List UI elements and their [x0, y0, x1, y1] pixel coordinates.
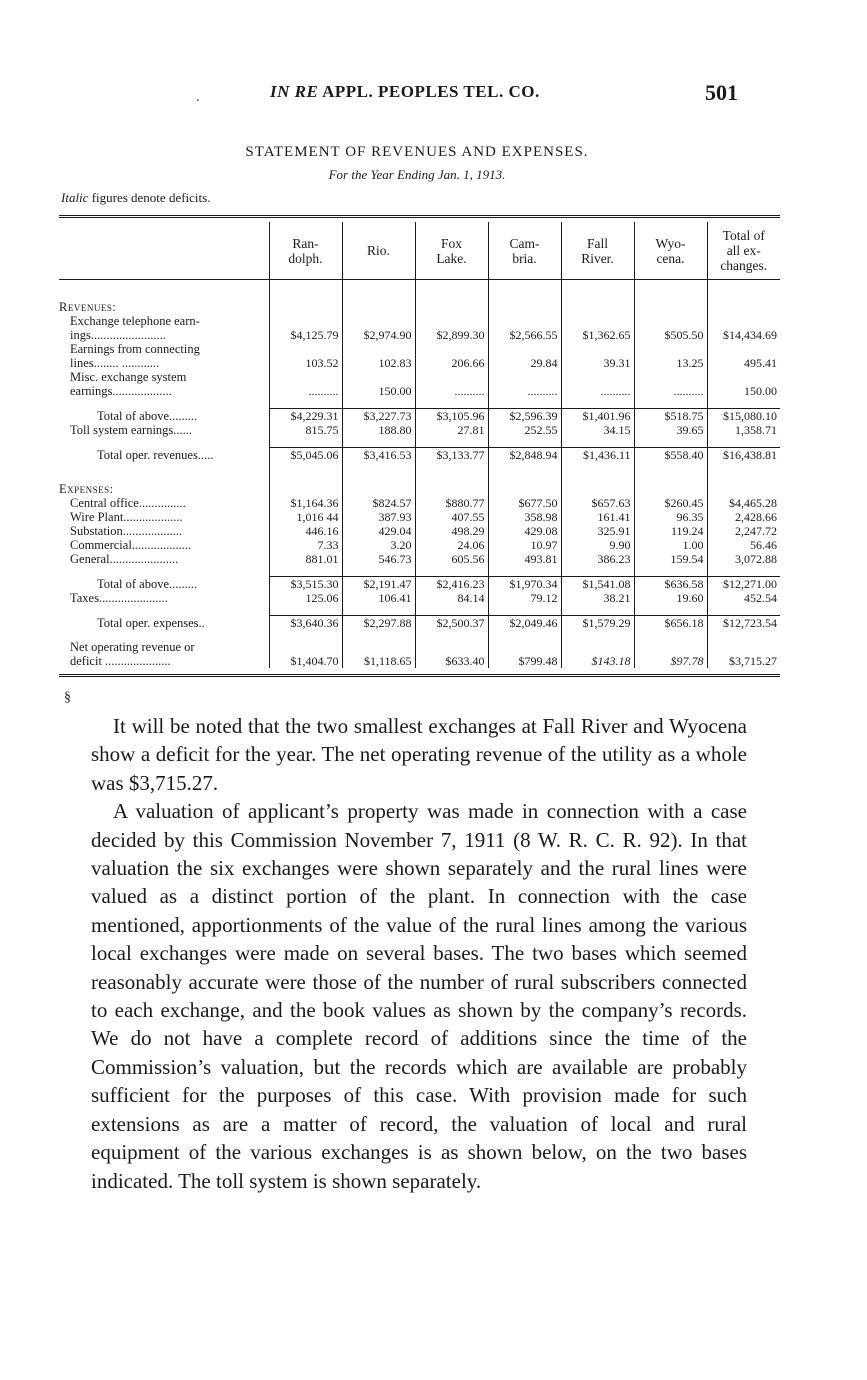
table-cell: $2,848.94 [488, 448, 561, 463]
table-cell: $2,500.37 [415, 616, 488, 631]
table-cell: $1,436.11 [561, 448, 634, 463]
table-cell: 34.15 [561, 423, 634, 437]
table-cell: 429.08 [488, 524, 561, 538]
total-oper-expenses-row [59, 616, 780, 631]
table-cell: 252.55 [488, 423, 561, 437]
table-cell: $2,974.90 [342, 328, 415, 342]
table-cell: 2,247.72 [707, 524, 780, 538]
table-cell: $1,541.08 [561, 577, 634, 592]
table-cell: $5,045.06 [269, 448, 342, 463]
table-cell: $880.77 [415, 496, 488, 510]
column-header-line: Lake. [436, 250, 467, 266]
table-cell: .......... [488, 384, 561, 398]
row-label: lines........ ............ [70, 356, 160, 370]
table-cell: 102.83 [342, 356, 415, 370]
column-header-line: Cam- [509, 235, 540, 251]
table-cell: 106.41 [342, 591, 415, 605]
table-cell: $1,164.36 [269, 496, 342, 510]
table-cell: 39.65 [634, 423, 707, 437]
table-cell: $1,118.65 [342, 654, 415, 668]
table-cell: 1,016 44 [269, 510, 342, 524]
row-label: Toll system earnings...... [70, 423, 193, 437]
table-cell: $12,723.54 [707, 616, 780, 631]
table-cell: 119.24 [634, 524, 707, 538]
table-cell: 56.46 [707, 538, 780, 552]
table-cell: 84.14 [415, 591, 488, 605]
revenue-row-label [59, 370, 780, 384]
table-cell: $4,125.79 [269, 328, 342, 342]
running-head-italic: IN RE [270, 82, 319, 101]
table-cell: $677.50 [488, 496, 561, 510]
page-number: 501 [705, 80, 738, 105]
stray-dot: . [196, 90, 200, 105]
column-header-line: dolph. [288, 250, 323, 266]
table-cell: 2,428.66 [707, 510, 780, 524]
row-label: Exchange telephone earn- [70, 314, 200, 328]
table-cell: $558.40 [634, 448, 707, 463]
paragraph-1: It will be noted that the two smallest exchanges at Fall River and Wyocena show a deficit for the year. The net operating revenue of the utility as a whole was $3,715.27. [91, 714, 747, 795]
table-cell: $799.48 [488, 654, 561, 668]
row-label: Total of above......... [97, 577, 198, 591]
column-header-line: cena. [656, 250, 685, 266]
table-cell: $2,297.88 [342, 616, 415, 631]
table-cell: 188.80 [342, 423, 415, 437]
revenue-row [59, 356, 780, 370]
italic-note-rest: figures denote deficits. [88, 190, 211, 205]
table-cell: 24.06 [415, 538, 488, 552]
column-header-line: Total of [722, 228, 765, 243]
row-label: Substation................... [70, 524, 183, 538]
spacer-row [59, 398, 780, 409]
table-cell: $657.63 [561, 496, 634, 510]
revenue-row [59, 384, 780, 398]
table-cell: $656.18 [634, 616, 707, 631]
row-label: Total oper. revenues..... [97, 448, 214, 462]
table-cell: $1,970.34 [488, 577, 561, 592]
italic-note-word: Italic [61, 190, 89, 205]
running-header [0, 82, 867, 112]
row-label: Wire Plant................... [70, 510, 183, 524]
revenues-heading [59, 300, 780, 314]
column-header-line: Ran- [292, 235, 319, 251]
expense-row [59, 538, 780, 552]
table-cell: $505.50 [634, 328, 707, 342]
table-top-rule [59, 215, 780, 222]
row-label: Expenses: [59, 482, 114, 496]
table-cell: .......... [634, 384, 707, 398]
spacer-row [59, 462, 780, 482]
revenue-expense-table [59, 215, 780, 681]
revenue-row-label [59, 314, 780, 328]
italic-note [61, 190, 210, 206]
table-cell: $2,566.55 [488, 328, 561, 342]
expense-row [59, 524, 780, 538]
row-label: Misc. exchange system [70, 370, 187, 384]
table-cell: $2,596.39 [488, 409, 561, 424]
row-label: Total of above......... [97, 409, 198, 423]
column-header-6 [707, 222, 780, 280]
table-cell: 159.54 [634, 552, 707, 566]
row-label: General...................... [70, 552, 179, 566]
table-cell: 7.33 [269, 538, 342, 552]
table-cell: 161.41 [561, 510, 634, 524]
table-cell: 429.04 [342, 524, 415, 538]
table-cell: 815.75 [269, 423, 342, 437]
table-cell: $1,362.65 [561, 328, 634, 342]
table-cell: 546.73 [342, 552, 415, 566]
column-header-line: all ex- [726, 243, 761, 258]
row-label: Total oper. expenses.. [97, 616, 205, 630]
table-subtitle: For the Year Ending Jan. 1, 1913. [328, 167, 506, 182]
table-cell: $824.57 [342, 496, 415, 510]
column-header-0 [269, 222, 342, 280]
table-cell: 493.81 [488, 552, 561, 566]
table-cell: $143.18 [561, 654, 634, 668]
toll-system-row [59, 423, 780, 437]
table-cell: $3,105.96 [415, 409, 488, 424]
column-header-line: Fall [586, 235, 608, 251]
table-cell: $3,416.53 [342, 448, 415, 463]
table-cell: $2,899.30 [415, 328, 488, 342]
table-cell: $3,133.77 [415, 448, 488, 463]
row-label: Earnings from connecting [70, 342, 200, 356]
table-cell: 39.31 [561, 356, 634, 370]
spacer-row [59, 630, 780, 640]
column-header-3 [488, 222, 561, 280]
table-cell: $3,227.73 [342, 409, 415, 424]
table-cell: 125.06 [269, 591, 342, 605]
table-cell: $636.58 [634, 577, 707, 592]
table-cell: 29.84 [488, 356, 561, 370]
column-header-line: changes. [720, 258, 768, 273]
table-cell: $12,271.00 [707, 577, 780, 592]
table-cell: 150.00 [342, 384, 415, 398]
running-head [270, 82, 540, 102]
table-cell: 9.90 [561, 538, 634, 552]
column-header-line: Wyo- [655, 235, 686, 251]
table-cell: $2,191.47 [342, 577, 415, 592]
table-cell: $1,579.29 [561, 616, 634, 631]
row-label: Net operating revenue or [70, 640, 195, 654]
table-cell: $633.40 [415, 654, 488, 668]
spacer-row [59, 280, 780, 301]
expense-row [59, 552, 780, 566]
spacer-row [59, 566, 780, 577]
net-revenue-label-row [59, 640, 780, 654]
table-cell: 605.56 [415, 552, 488, 566]
table-cell: .......... [269, 384, 342, 398]
total-oper-revenues-row [59, 448, 780, 463]
table-bottom-rule [59, 674, 780, 681]
table-cell: $4,229.31 [269, 409, 342, 424]
table-cell: 358.98 [488, 510, 561, 524]
row-label: Commercial................... [70, 538, 192, 552]
table-cell: 1,358.71 [707, 423, 780, 437]
row-label: deficit ..................... [70, 654, 171, 668]
label-column-header [59, 222, 269, 280]
row-label: Central office............... [70, 496, 186, 510]
table-cell: $3,515.30 [269, 577, 342, 592]
expense-row [59, 510, 780, 524]
table-cell: 13.25 [634, 356, 707, 370]
taxes-row [59, 591, 780, 605]
table-cell: 3,072.88 [707, 552, 780, 566]
table-cell: 27.81 [415, 423, 488, 437]
table-cell: 452.54 [707, 591, 780, 605]
column-header-5 [634, 222, 707, 280]
table-cell: $14,434.69 [707, 328, 780, 342]
table-cell: $1,401.96 [561, 409, 634, 424]
table-cell: $3,715.27 [707, 654, 780, 668]
total-above-expenses-row [59, 577, 780, 592]
body-text [91, 712, 747, 1195]
table-cell: $97.78 [634, 654, 707, 668]
column-header-2 [415, 222, 488, 280]
table-cell: 19.60 [634, 591, 707, 605]
total-above-revenue-row [59, 409, 780, 424]
expenses-heading [59, 482, 780, 496]
table-cell: 10.97 [488, 538, 561, 552]
table-cell: 495.41 [707, 356, 780, 370]
table-cell: 386.23 [561, 552, 634, 566]
table-title: STATEMENT OF REVENUES AND EXPENSES. [245, 144, 589, 160]
table-cell: 325.91 [561, 524, 634, 538]
table-cell: 1.00 [634, 538, 707, 552]
column-header-line: Rio. [367, 243, 390, 258]
table-cell: 150.00 [707, 384, 780, 398]
table-cell: $2,416.23 [415, 577, 488, 592]
table-cell: $1,404.70 [269, 654, 342, 668]
row-label: Taxes...................... [70, 591, 168, 605]
running-head-rest: APPL. PEOPLES TEL. CO. [318, 82, 540, 101]
table-cell: $2,049.46 [488, 616, 561, 631]
table-cell: $4,465.28 [707, 496, 780, 510]
table-cell: 446.16 [269, 524, 342, 538]
row-label: earnings................... [70, 384, 172, 398]
paragraph-2: A valuation of applicant’s property was made in connection with a case decided by this Commission November 7, 1911 (8 W. R. C. R. 92). In that valuation the six exchanges were shown separately and the rural lines were valued as a distinct portion of the plant. In connection with the case mentioned, apportionments of the value of the rural lines among the various local exchanges were made on several bases. The two bases which seemed reasonably accurate were those of the number of rural subscribers connected to each exchange, and the book values as shown by the company’s records. We do not have a complete record of additions since the time of the Commission’s valuation, but the records which are available are probably sufficient for the purposes of this case. With provision made for such extensions as are a matter of record, the valuation of local and rural equipment of the various exchanges is as shown below, on the two bases indicated. The toll system is shown separately. [91, 799, 747, 1193]
table-cell: $260.45 [634, 496, 707, 510]
net-revenue-row [59, 654, 780, 668]
table-cell: 103.52 [269, 356, 342, 370]
column-header-row [59, 222, 780, 280]
spacer-row [59, 605, 780, 616]
table-cell: 3.20 [342, 538, 415, 552]
table-cell: $15,080.10 [707, 409, 780, 424]
table-cell: 79.12 [488, 591, 561, 605]
table-cell: $16,438.81 [707, 448, 780, 463]
table-cell: 407.55 [415, 510, 488, 524]
table-cell: 96.35 [634, 510, 707, 524]
margin-mark-icon: § [64, 690, 71, 705]
table-cell: $518.75 [634, 409, 707, 424]
table-cell: 387.93 [342, 510, 415, 524]
table-cell: 38.21 [561, 591, 634, 605]
column-header-line: bria. [512, 250, 537, 266]
column-header-line: Fox [440, 235, 462, 251]
table-cell: 881.01 [269, 552, 342, 566]
column-header-1 [342, 222, 415, 280]
column-header-line: River. [581, 250, 614, 266]
table-cell: 206.66 [415, 356, 488, 370]
row-label: Revenues: [59, 300, 117, 314]
table-cell: $3,640.36 [269, 616, 342, 631]
revenue-row [59, 328, 780, 342]
row-label: ings........................ [70, 328, 166, 342]
expense-row [59, 496, 780, 510]
table-cell: 498.29 [415, 524, 488, 538]
column-header-4 [561, 222, 634, 280]
spacer-row [59, 437, 780, 448]
table-cell: .......... [415, 384, 488, 398]
table-cell: .......... [561, 384, 634, 398]
revenue-row-label [59, 342, 780, 356]
